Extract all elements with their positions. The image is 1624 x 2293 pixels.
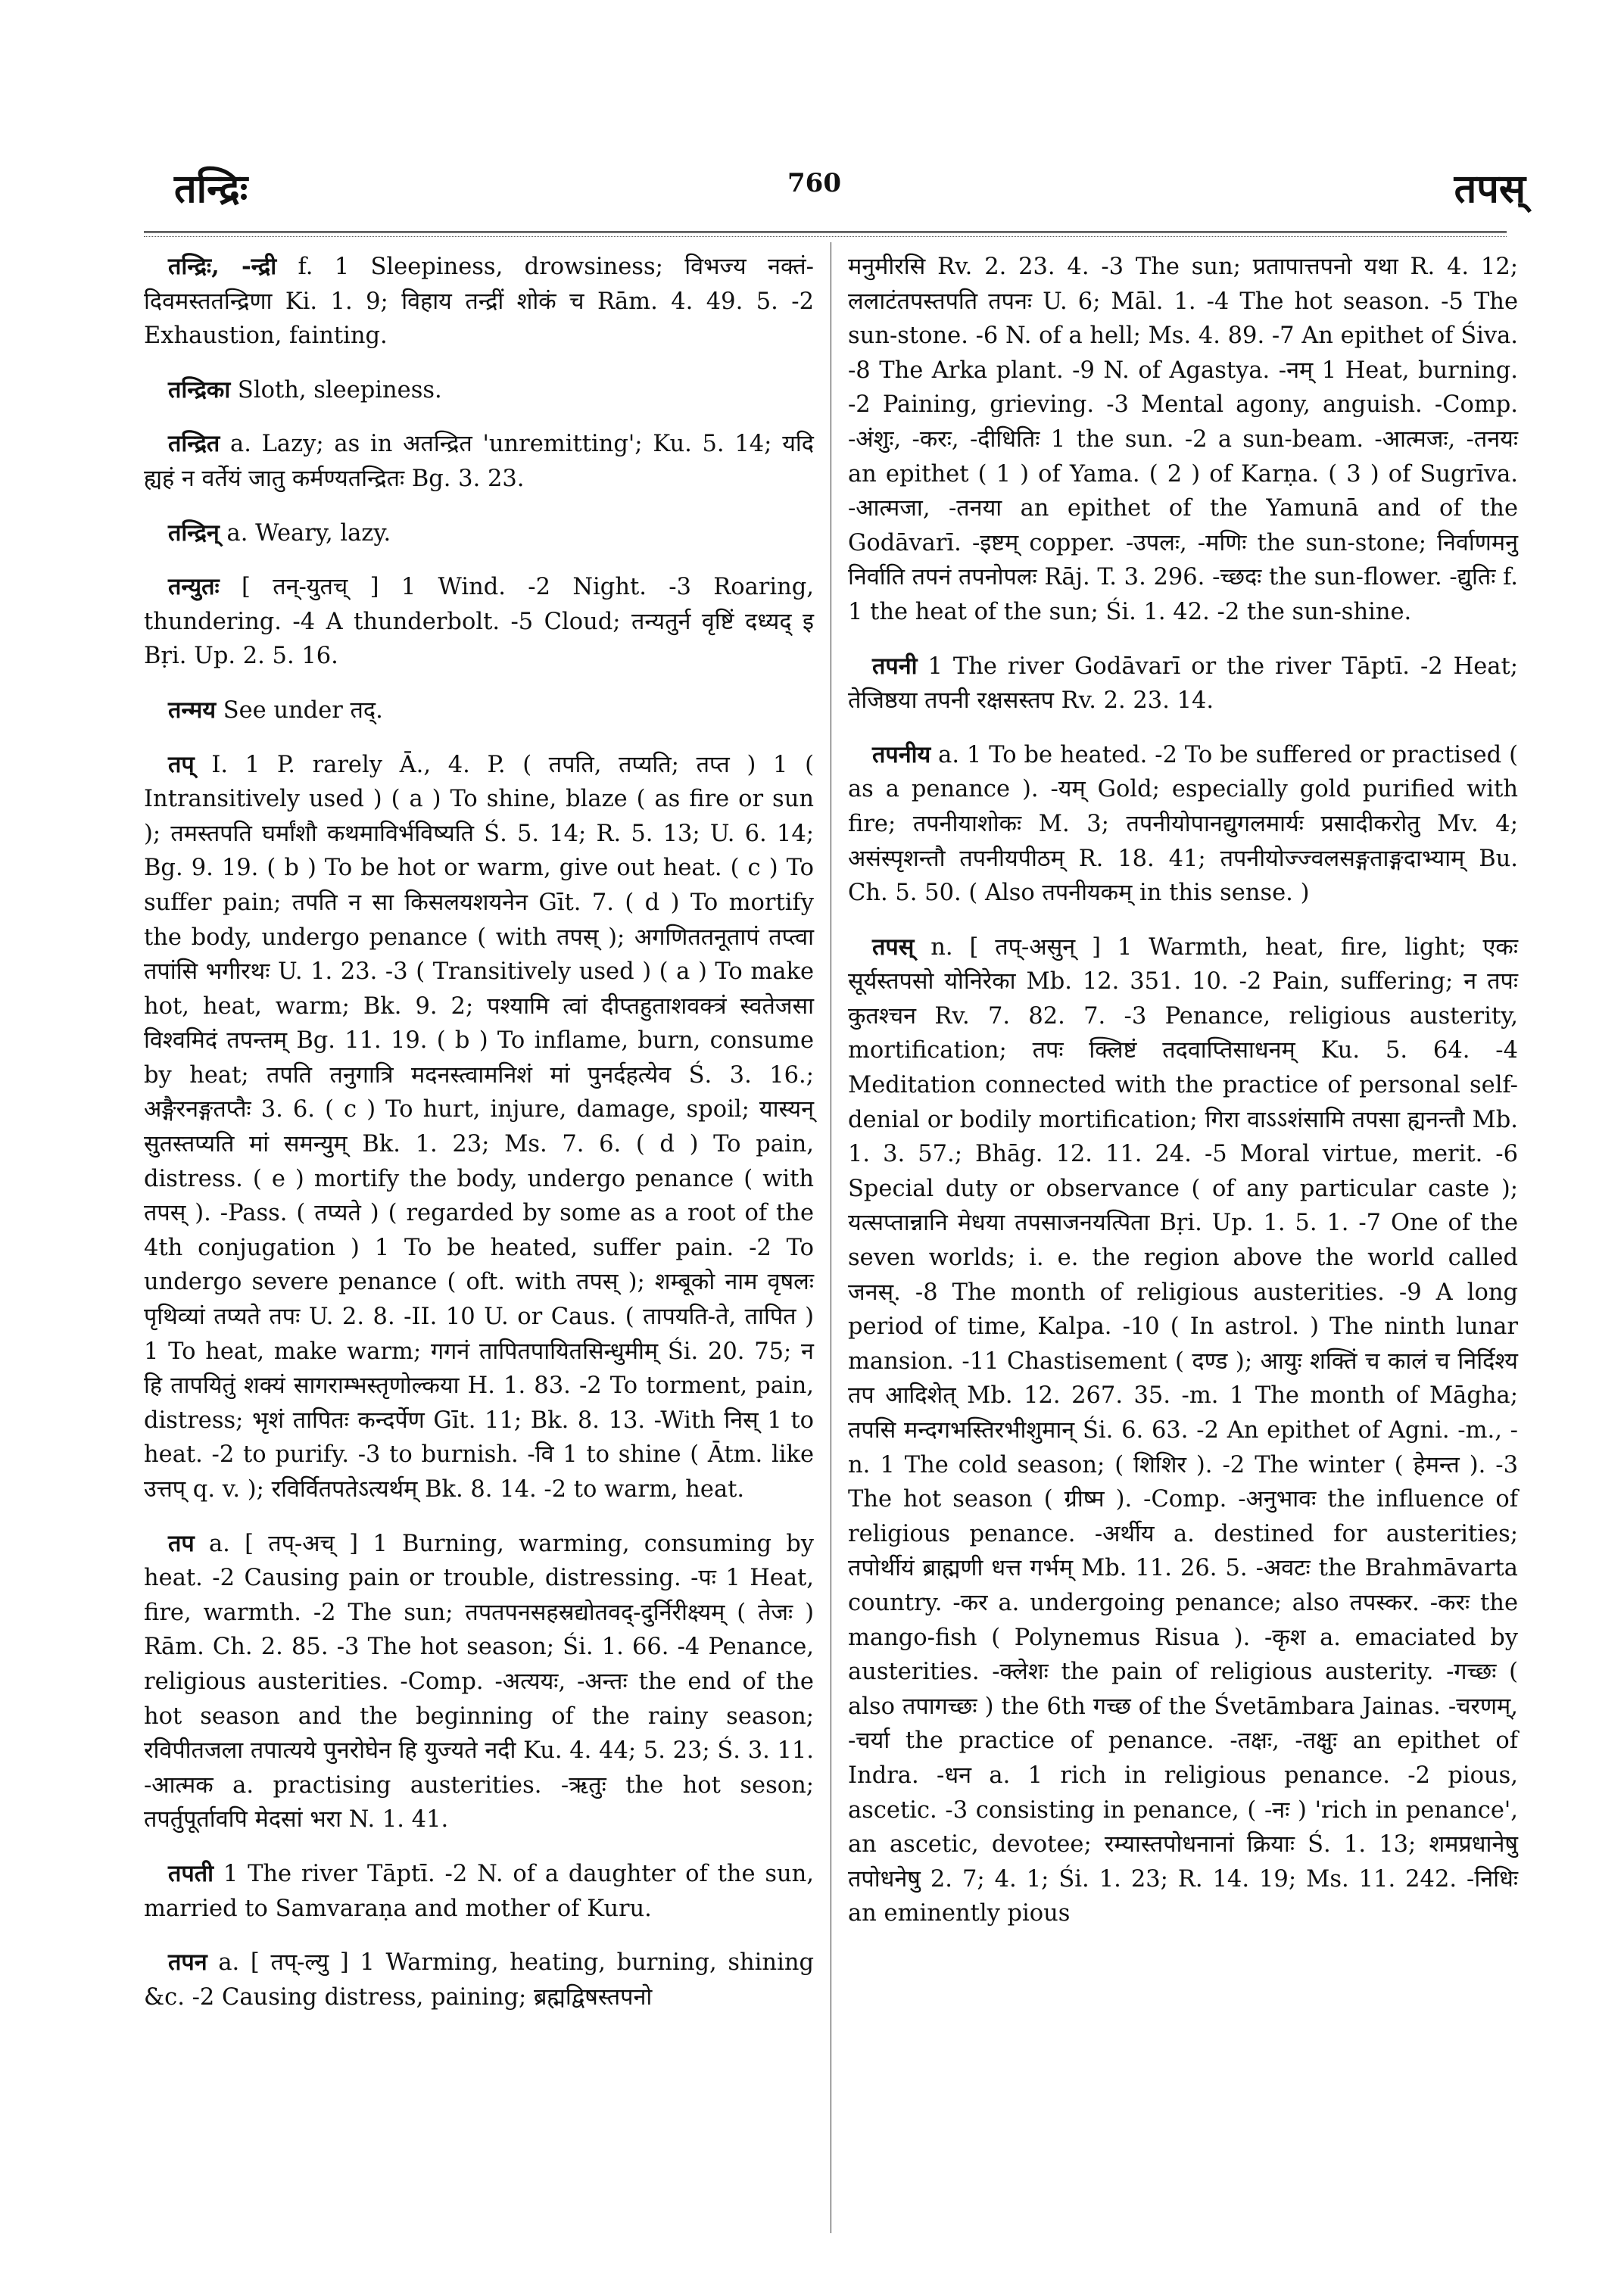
entry-text: a. Weary, lazy. — [219, 519, 391, 547]
headword: तपनी — [872, 652, 918, 680]
headword: तन्युतः — [168, 573, 220, 601]
entry-text: Sloth, sleepiness. — [230, 376, 442, 403]
dictionary-entry — [144, 373, 814, 408]
entry-text: 1 The river Godāvarī or the river Tāptī. -2 Heat; तेजिष्ठया तपनी रक्षसस्तप Rv. 2. 23. 14. — [848, 653, 1518, 715]
header-right-word: तपस् — [1454, 166, 1526, 212]
dictionary-entry — [144, 748, 814, 1507]
dictionary-entry — [848, 650, 1518, 718]
dictionary-entry — [144, 250, 814, 354]
dictionary-entry — [848, 250, 1518, 630]
entry-text: I. 1 P. rarely Ā., 4. P. ( तपति, तप्यति; तप्त ) 1 ( Intransitively used ) ( a ) To shine, blaze ( as fire or sun ); तमस्तपति घर्मांशौ कथमाविर्भविष्यति Ś. 5. 14; R. 5. 13; U. 6. 14; Bg. 9. 19. ( b ) To be hot or warm, give out heat. ( c ) To suffer pain; तपति न सा किसलयशयनेन Gīt. 7. ( d ) To mortify the body, undergo penance ( with तपस् ); अगणिततनूतापं तप्त्वा तपांसि भगीरथः U. 1. 23. -3 ( Transitively used ) ( a ) To make hot, heat, warm; Bk. 9. 2; पश्यामि त्वां दीप्तहुताशवक्त्रं स्वतेजसा विश्वमिदं तपन्तम् Bg. 11. 19. ( b ) To inflame, burn, consume by heat; तपति तनुगात्रि मदनस्त्वामनिशं मां पुनर्दहत्येव Ś. 3. 16.; अङ्गैरनङ्गतप्तैः 3. 6. ( c ) To hurt, injure, damage, spoil; यास्यन् सुतस्तप्यति मां समन्युम् Bk. 1. 23; Ms. 7. 6. ( d ) To pain, distress. ( e ) mortify the body, undergo penance ( with तपस् ). -Pass. ( तप्यते ) ( regarded by some as a root of the 4th conjugation ) 1 To be heated, suffer pain. -2 To undergo severe penance ( oft. with तपस् ); शम्बूको नाम वृषलः पृथिव्यां तप्यते तपः U. 2. 8. -II. 10 U. or Caus. ( तापयति-ते, तापित ) 1 To heat, make warm; गगनं तापितपायितसिन्धुमीम् Śi. 20. 75; न हि तापयितुं शक्यं सागराम्भस्तृणोल्कया H. 1. 83. -2 To torment, pain, distress; भृशं तापितः कन्दर्पेण Gīt. 11; Bk. 8. 13. -With निस् 1 to heat. -2 to purify. -3 to burnish. -वि 1 to shine ( Ātm. like उत्तप् q. v. ); रविर्वितपतेऽत्यर्थम् Bk. 8. 14. -2 to warm, heat. — [144, 751, 814, 1503]
entry-text: a. [ तप्-अच् ] 1 Burning, warming, consuming by heat. -2 Causing pain or trouble, distressing. -पः 1 Heat, fire, warmth. -2 The sun; तपतपनसहस्रद्योतवद्-दुर्निरीक्ष्यम् ( तेजः ) Rām. Ch. 2. 85. -3 The hot season; Śi. 1. 66. -4 Penance, religious austerities. -Comp. -अत्ययः, -अन्तः the end of the hot season and the beginning of the rainy season; रविपीतजला तपात्यये पुनरोघेन हि युज्यते नदी Ku. 4. 44; 5. 23; Ś. 3. 11. -आत्मक a. practising austerities. -ऋतुः the hot seson; तपर्तुपूर्तावपि मेदसां भरा N. 1. 41. — [144, 1530, 814, 1833]
dictionary-entry — [144, 1857, 814, 1926]
dictionary-entry — [144, 570, 814, 674]
entry-text: 1 The river Tāptī. -2 N. of a daughter of the sun, married to Samvaraṇa and mother of Kuru. — [144, 1860, 814, 1922]
header-rule — [144, 231, 1507, 237]
headword: तपती — [168, 1859, 214, 1887]
headword: तन्मय — [168, 696, 217, 724]
dictionary-entry — [144, 1527, 814, 1837]
entry-text: मनुमीरसि Rv. 2. 23. 4. -3 The sun; प्रतापात्तपनो यथा R. 4. 12; ललाटंतपस्तपति तपनः U. 6; Māl. 1. -4 The hot season. -5 The sun-stone. -6 N. of a hell; Ms. 4. 89. -7 An epithet of Śiva. -8 The Arka plant. -9 N. of Agastya. -नम् 1 Heat, burning. -2 Paining, grieving. -3 Mental agony, anguish. -Comp. -अंशुः, -करः, -दीधितिः 1 the sun. -2 a sun-beam. -आत्मजः, -तनयः an epithet ( 1 ) of Yama. ( 2 ) of Karṇa. ( 3 ) of Sugrīva. -आत्मजा, -तनया an epithet of the Yamunā and of the Godāvarī. -इष्टम् copper. -उपलः, -मणिः the sun-stone; निर्वाणमनु निर्वाति तपनं तपनोपलः Rāj. T. 3. 296. -च्छदः the sun-flower. -द्युतिः f. 1 the heat of the sun; Śi. 1. 42. -2 the sun-shine. — [848, 254, 1518, 625]
dictionary-entry — [848, 738, 1518, 911]
headword: तप् — [168, 750, 195, 778]
entry-text: [ तन्-युतच् ] 1 Wind. -2 Night. -3 Roaring, thundering. -4 A thunderbolt. -5 Cloud; तन्यतुर्न वृष्टिं दध्यद् इ Bṛi. Up. 2. 5. 16. — [144, 574, 814, 670]
entry-text: See under तद्. — [216, 696, 383, 724]
left-column — [144, 250, 814, 2034]
entry-text: a. [ तप्-ल्यु ] 1 Warming, heating, burning, shining &c. -2 Causing distress, paining; ब्रह्मद्विषस्तपनो — [144, 1949, 814, 2011]
dictionary-entry — [144, 516, 814, 551]
dictionary-entry — [144, 1946, 814, 2014]
headword: तन्द्रिन् — [168, 519, 220, 547]
headword: तन्द्रिका — [168, 375, 231, 403]
entry-text: a. Lazy; as in अतन्द्रित 'unremitting'; Ku. 5. 14; यदि ह्यहं न वर्तेयं जातु कर्मण्यतन्द्रितः Bg. 3. 23. — [144, 431, 814, 492]
header-left-word: तन्द्रिः — [174, 166, 248, 212]
dictionary-entry — [848, 930, 1518, 1931]
headword: तन्द्रिः, -न्द्री — [168, 253, 277, 280]
headword: तप — [168, 1529, 195, 1557]
headword: तपनीय — [872, 740, 931, 768]
dictionary-entry — [144, 693, 814, 728]
headword: तपन — [168, 1949, 207, 1977]
headword: तन्द्रित — [168, 430, 220, 458]
entry-text: a. 1 To be heated. -2 To be suffered or practised ( as a penance ). -यम् Gold; especially gold purified with fire; तपनीयाशोकः M. 3; तपनीयोपानद्युगलमार्यः प्रसादीकरोतु Mv. 4; असंस्पृशन्तौ तपनीयपीठम् R. 18. 41; तपनीयोज्ज्वलसङ्गताङ्गदाभ्याम् Bu. Ch. 5. 50. ( Also तपनीयकम् in this sense. ) — [848, 741, 1518, 907]
entry-text: n. [ तप्-असुन् ] 1 Warmth, heat, fire, light; एकः सूर्यस्तपसो योनिरेका Mb. 12. 351. 10. -2 Pain, suffering; न तपः कुतश्चन Rv. 7. 82. 7. -3 Penance, religious austerity, mortification; तपः क्लिष्टं तदवाप्तिसाधनम् Ku. 5. 64. -4 Meditation connected with the practice of personal self-denial or bodily mortification; गिरा वाऽऽशंसामि तपसा ह्यनन्तौ Mb. 1. 3. 57.; Bhāg. 12. 11. 24. -5 Moral virtue, merit. -6 Special duty or observance ( of any particular caste ); यत्सप्तान्नानि मेधया तपसाजनयत्पिता Bṛi. Up. 1. 5. 1. -7 One of the seven worlds; i. e. the region above the world called जनस्. -8 The month of religious austerities. -9 A long period of time, Kalpa. -10 ( In astrol. ) The ninth lunar mansion. -11 Chastisement ( दण्ड ); आयुः शक्तिं च कालं च निर्दिश्य तप आदिशेत् Mb. 12. 267. 35. -m. 1 The month of Māgha; तपसि मन्दगभस्तिरभीशुमान् Śi. 6. 63. -2 An epithet of Agni. -m., -n. 1 The cold season; ( शिशिर ). -2 The winter ( हेमन्त ). -3 The hot season ( ग्रीष्म ). -Comp. -अनुभावः the influence of religious penance. -अर्थीय a. destined for austerities; तपोर्थीयं ब्राह्मणी धत्त गर्भम् Mb. 11. 26. 5. -अवटः the Brahmāvarta country. -कर a. undergoing penance; also तपस्कर. -करः the mango-fish ( Polynemus Risua ). -कृश a. emaciated by austerities. -क्लेशः the pain of religious austerity. -गच्छः ( also तपागच्छः ) the 6th गच्छ of the Śvetāmbara Jainas. -चरणम्, -चर्या the practice of penance. -तक्षः, -तक्षुः an epithet of Indra. -धन a. 1 rich in religious penance. -2 pious, ascetic. -3 consisting in penance, ( -नः ) 'rich in penance', an ascetic, devotee; रम्यास्तपोधनानां क्रियाः Ś. 1. 13; शमप्रधानेषु तपोधनेषु 2. 7; 4. 1; Śi. 1. 23; R. 14. 19; Ms. 11. 242. -निधिः an eminently pious — [848, 933, 1518, 1927]
dictionary-entry — [144, 427, 814, 496]
entry-text: f. 1 Sleepiness, drowsiness; विभज्य नक्तं-दिवमस्ततन्द्रिणा Ki. 1. 9; विहाय तन्द्रीं शोकं च Rām. 4. 49. 5. -2 Exhaustion, fainting. — [144, 254, 814, 350]
right-column — [848, 250, 1518, 1951]
page-number: 760 — [787, 168, 841, 198]
headword: तपस् — [872, 933, 915, 961]
